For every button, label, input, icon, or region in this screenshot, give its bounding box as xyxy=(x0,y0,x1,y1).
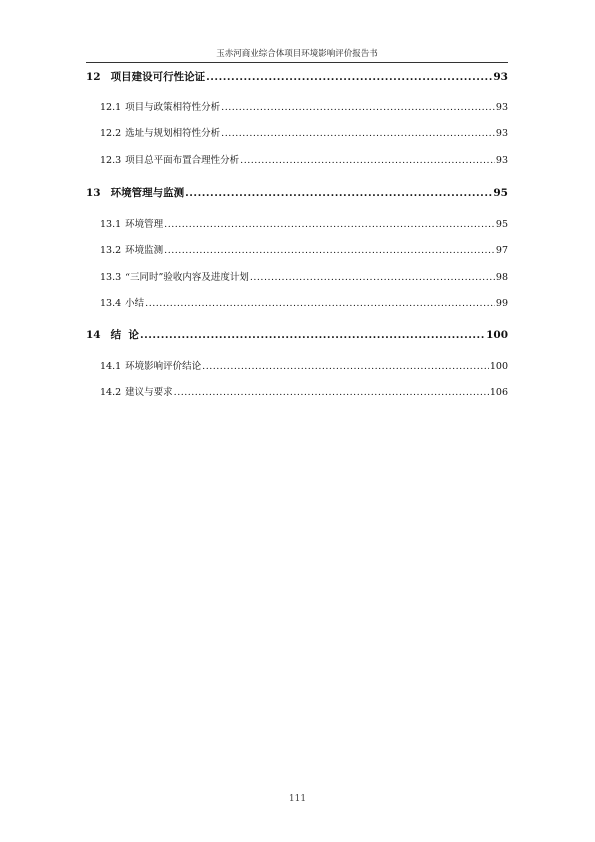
toc-entry-number: 13.1 xyxy=(100,219,122,230)
page-header xyxy=(86,48,508,63)
toc-dot-leader xyxy=(202,360,489,374)
toc-entry-number: 12.3 xyxy=(100,155,122,166)
toc-entry-page: 100 xyxy=(486,329,508,341)
toc-entry-12-3[interactable] xyxy=(86,154,508,168)
toc-entry-title: 建议与要求 xyxy=(125,387,173,398)
toc-dot-leader xyxy=(145,297,495,311)
toc-entry-number: 12.1 xyxy=(100,102,122,113)
toc-dot-leader xyxy=(221,127,495,141)
toc-entry-14[interactable] xyxy=(86,328,508,342)
toc-entry-title: 环境管理与监测 xyxy=(110,187,185,199)
toc-entry-14-1[interactable] xyxy=(86,360,508,374)
toc-entry-number: 14.2 xyxy=(100,387,122,398)
toc-entry-title: 环境管理 xyxy=(125,219,164,230)
toc-entry-13-3[interactable] xyxy=(86,271,508,285)
toc-entry-page: 106 xyxy=(489,387,508,398)
toc-entry-title: 结 论 xyxy=(110,329,139,341)
toc-entry-title: 项目建设可行性论证 xyxy=(110,71,206,83)
toc-entry-number: 14.1 xyxy=(100,361,122,372)
toc-entry-title: “三同时”验收内容及进度计划 xyxy=(125,272,249,283)
toc-entry-12-1[interactable] xyxy=(86,101,508,115)
toc-entry-page: 100 xyxy=(489,361,508,372)
toc-entry-page: 93 xyxy=(495,128,508,139)
toc-entry-page: 93 xyxy=(495,102,508,113)
toc-entry-number: 13.2 xyxy=(100,245,122,256)
toc-dot-leader xyxy=(206,70,492,84)
toc-dot-leader xyxy=(250,271,495,285)
toc-entry-number: 12.2 xyxy=(100,128,122,139)
toc-entry-page: 98 xyxy=(495,272,508,283)
toc-entry-title: 项目总平面布置合理性分析 xyxy=(125,155,240,166)
toc-dot-leader xyxy=(164,244,495,258)
toc-dot-leader xyxy=(185,186,492,200)
toc-entry-number: 13.4 xyxy=(100,298,122,309)
toc-entry-page: 97 xyxy=(495,245,508,256)
toc-entry-title: 小结 xyxy=(125,298,145,309)
page-footer xyxy=(0,794,595,804)
toc-dot-leader xyxy=(221,101,495,115)
toc-entry-page: 93 xyxy=(493,71,508,83)
toc-entry-title: 环境监测 xyxy=(125,245,164,256)
toc-entry-12-2[interactable] xyxy=(86,127,508,141)
toc-entry-page: 93 xyxy=(495,155,508,166)
toc-entry-13-2[interactable] xyxy=(86,244,508,258)
toc-dot-leader xyxy=(240,154,495,168)
toc-dot-leader xyxy=(140,328,485,342)
toc-entry-12[interactable] xyxy=(86,70,508,84)
toc-entry-number: 13 xyxy=(86,187,101,199)
toc-entry-title: 选址与规划相符性分析 xyxy=(125,128,221,139)
toc-entry-title: 环境影响评价结论 xyxy=(125,361,202,372)
toc-entry-title: 项目与政策相符性分析 xyxy=(125,102,221,113)
toc-entry-13[interactable] xyxy=(86,186,508,200)
toc-entry-page: 95 xyxy=(493,187,508,199)
toc-entry-13-4[interactable] xyxy=(86,297,508,311)
toc-entry-page: 99 xyxy=(495,298,508,309)
toc-dot-leader xyxy=(164,218,495,232)
toc-entry-number: 13.3 xyxy=(100,272,122,283)
toc-entry-page: 95 xyxy=(495,219,508,230)
toc-dot-leader xyxy=(174,386,489,400)
toc-entry-number: 12 xyxy=(86,71,101,83)
toc-entry-13-1[interactable] xyxy=(86,218,508,232)
document-title: 玉赤河商业综合体项目环境影响评价报告书 xyxy=(216,49,378,59)
toc-entry-14-2[interactable] xyxy=(86,386,508,400)
page-number: 111 xyxy=(288,794,307,804)
toc-entry-number: 14 xyxy=(86,329,101,341)
